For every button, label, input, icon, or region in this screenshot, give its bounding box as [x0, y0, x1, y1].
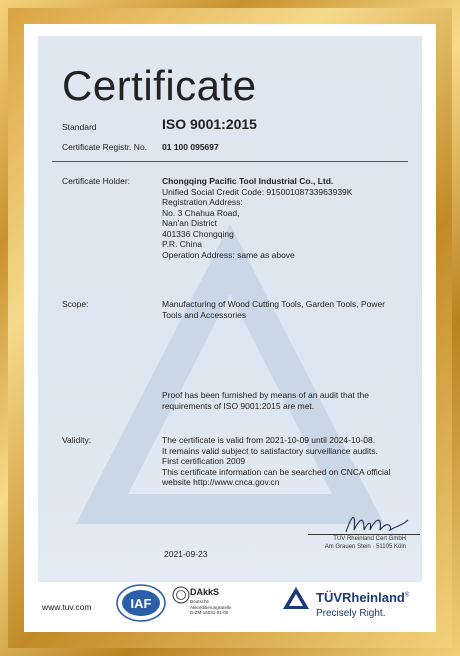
- certificate-paper: [24, 24, 436, 632]
- validity-block: [162, 435, 412, 488]
- registered-mark: ®: [404, 592, 410, 599]
- dakks-sub-line: D-ZM-16031-01-00: [190, 610, 229, 615]
- iaf-text: IAF: [130, 596, 152, 611]
- dakks-name: DAkkS: [190, 587, 220, 597]
- dakks-sub-line: Deutsche: [190, 599, 210, 604]
- iaf-logo: [116, 584, 166, 622]
- registration-label: Certificate Registr. No.: [62, 142, 148, 152]
- issuer-name: TÜV Rheinland Cert GmbH: [333, 536, 406, 542]
- standard-label: Standard: [62, 122, 97, 132]
- website-link[interactable]: www.tuv.com: [42, 602, 92, 612]
- address-line: Nan'an District: [162, 218, 218, 228]
- proof-block: [162, 390, 412, 411]
- holder-block: [162, 176, 412, 260]
- issuer-street: Am Grauen Stein · 51105 Köln: [324, 543, 406, 550]
- validity-label: Validity:: [62, 435, 92, 445]
- scope-label: Scope:: [62, 299, 89, 309]
- standard-value: ISO 9001:2015: [162, 116, 257, 132]
- validity-line: This certificate information can be searched on CNCA official: [162, 466, 391, 477]
- address-line: 401336 Chongqing: [162, 228, 234, 239]
- holder-name: Chongqing Pacific Tool Industrial Co., Ltd.: [162, 176, 334, 186]
- tuv-tagline: Precisely Right.: [316, 608, 386, 619]
- proof-line: requirements of ISO 9001:2015 are met.: [162, 400, 315, 411]
- validity-line: It remains valid subject to satisfactory surveillance audits.: [162, 445, 378, 456]
- tuv-brand-name: TÜVRheinland: [316, 590, 405, 605]
- validity-line: website http://www.cnca.gov.cn: [162, 477, 280, 487]
- tuv-brand: [316, 590, 409, 605]
- dakks-seal: [172, 586, 190, 604]
- scope-line: Tools and Accessories: [162, 309, 247, 320]
- signature-line: [308, 534, 420, 535]
- registration-number: 01 100 095697: [162, 142, 219, 152]
- validity-line: The certificate is valid from 2021-10-09 until 2024-10-08.: [162, 435, 376, 445]
- page-title: Certificate: [62, 62, 257, 109]
- address-line: No. 3 Chahua Road,: [162, 207, 240, 218]
- dakks-sub-line: Akkreditierungsstelle: [190, 604, 232, 610]
- dakks-subtext: [190, 599, 232, 616]
- scope-block: [162, 299, 412, 320]
- address-line: Registration Address:: [162, 197, 243, 207]
- credit-code: Unified Social Credit Code: 91500108733963939K: [162, 186, 353, 197]
- issuer-address: [325, 536, 406, 551]
- validity-line: First certification 2009: [162, 456, 246, 466]
- tuv-triangle-icon: [282, 586, 310, 610]
- address-line: P.R. China: [162, 239, 203, 249]
- scope-line: Manufacturing of Wood Cutting Tools, Garden Tools, Power: [162, 299, 386, 309]
- issue-date: 2021-09-23: [164, 549, 208, 559]
- holder-label: Certificate Holder:: [62, 176, 131, 186]
- divider: [52, 161, 408, 162]
- proof-line: Proof has been furnished by means of an audit that the: [162, 390, 369, 400]
- address-line: Operation Address: same as above: [162, 249, 295, 260]
